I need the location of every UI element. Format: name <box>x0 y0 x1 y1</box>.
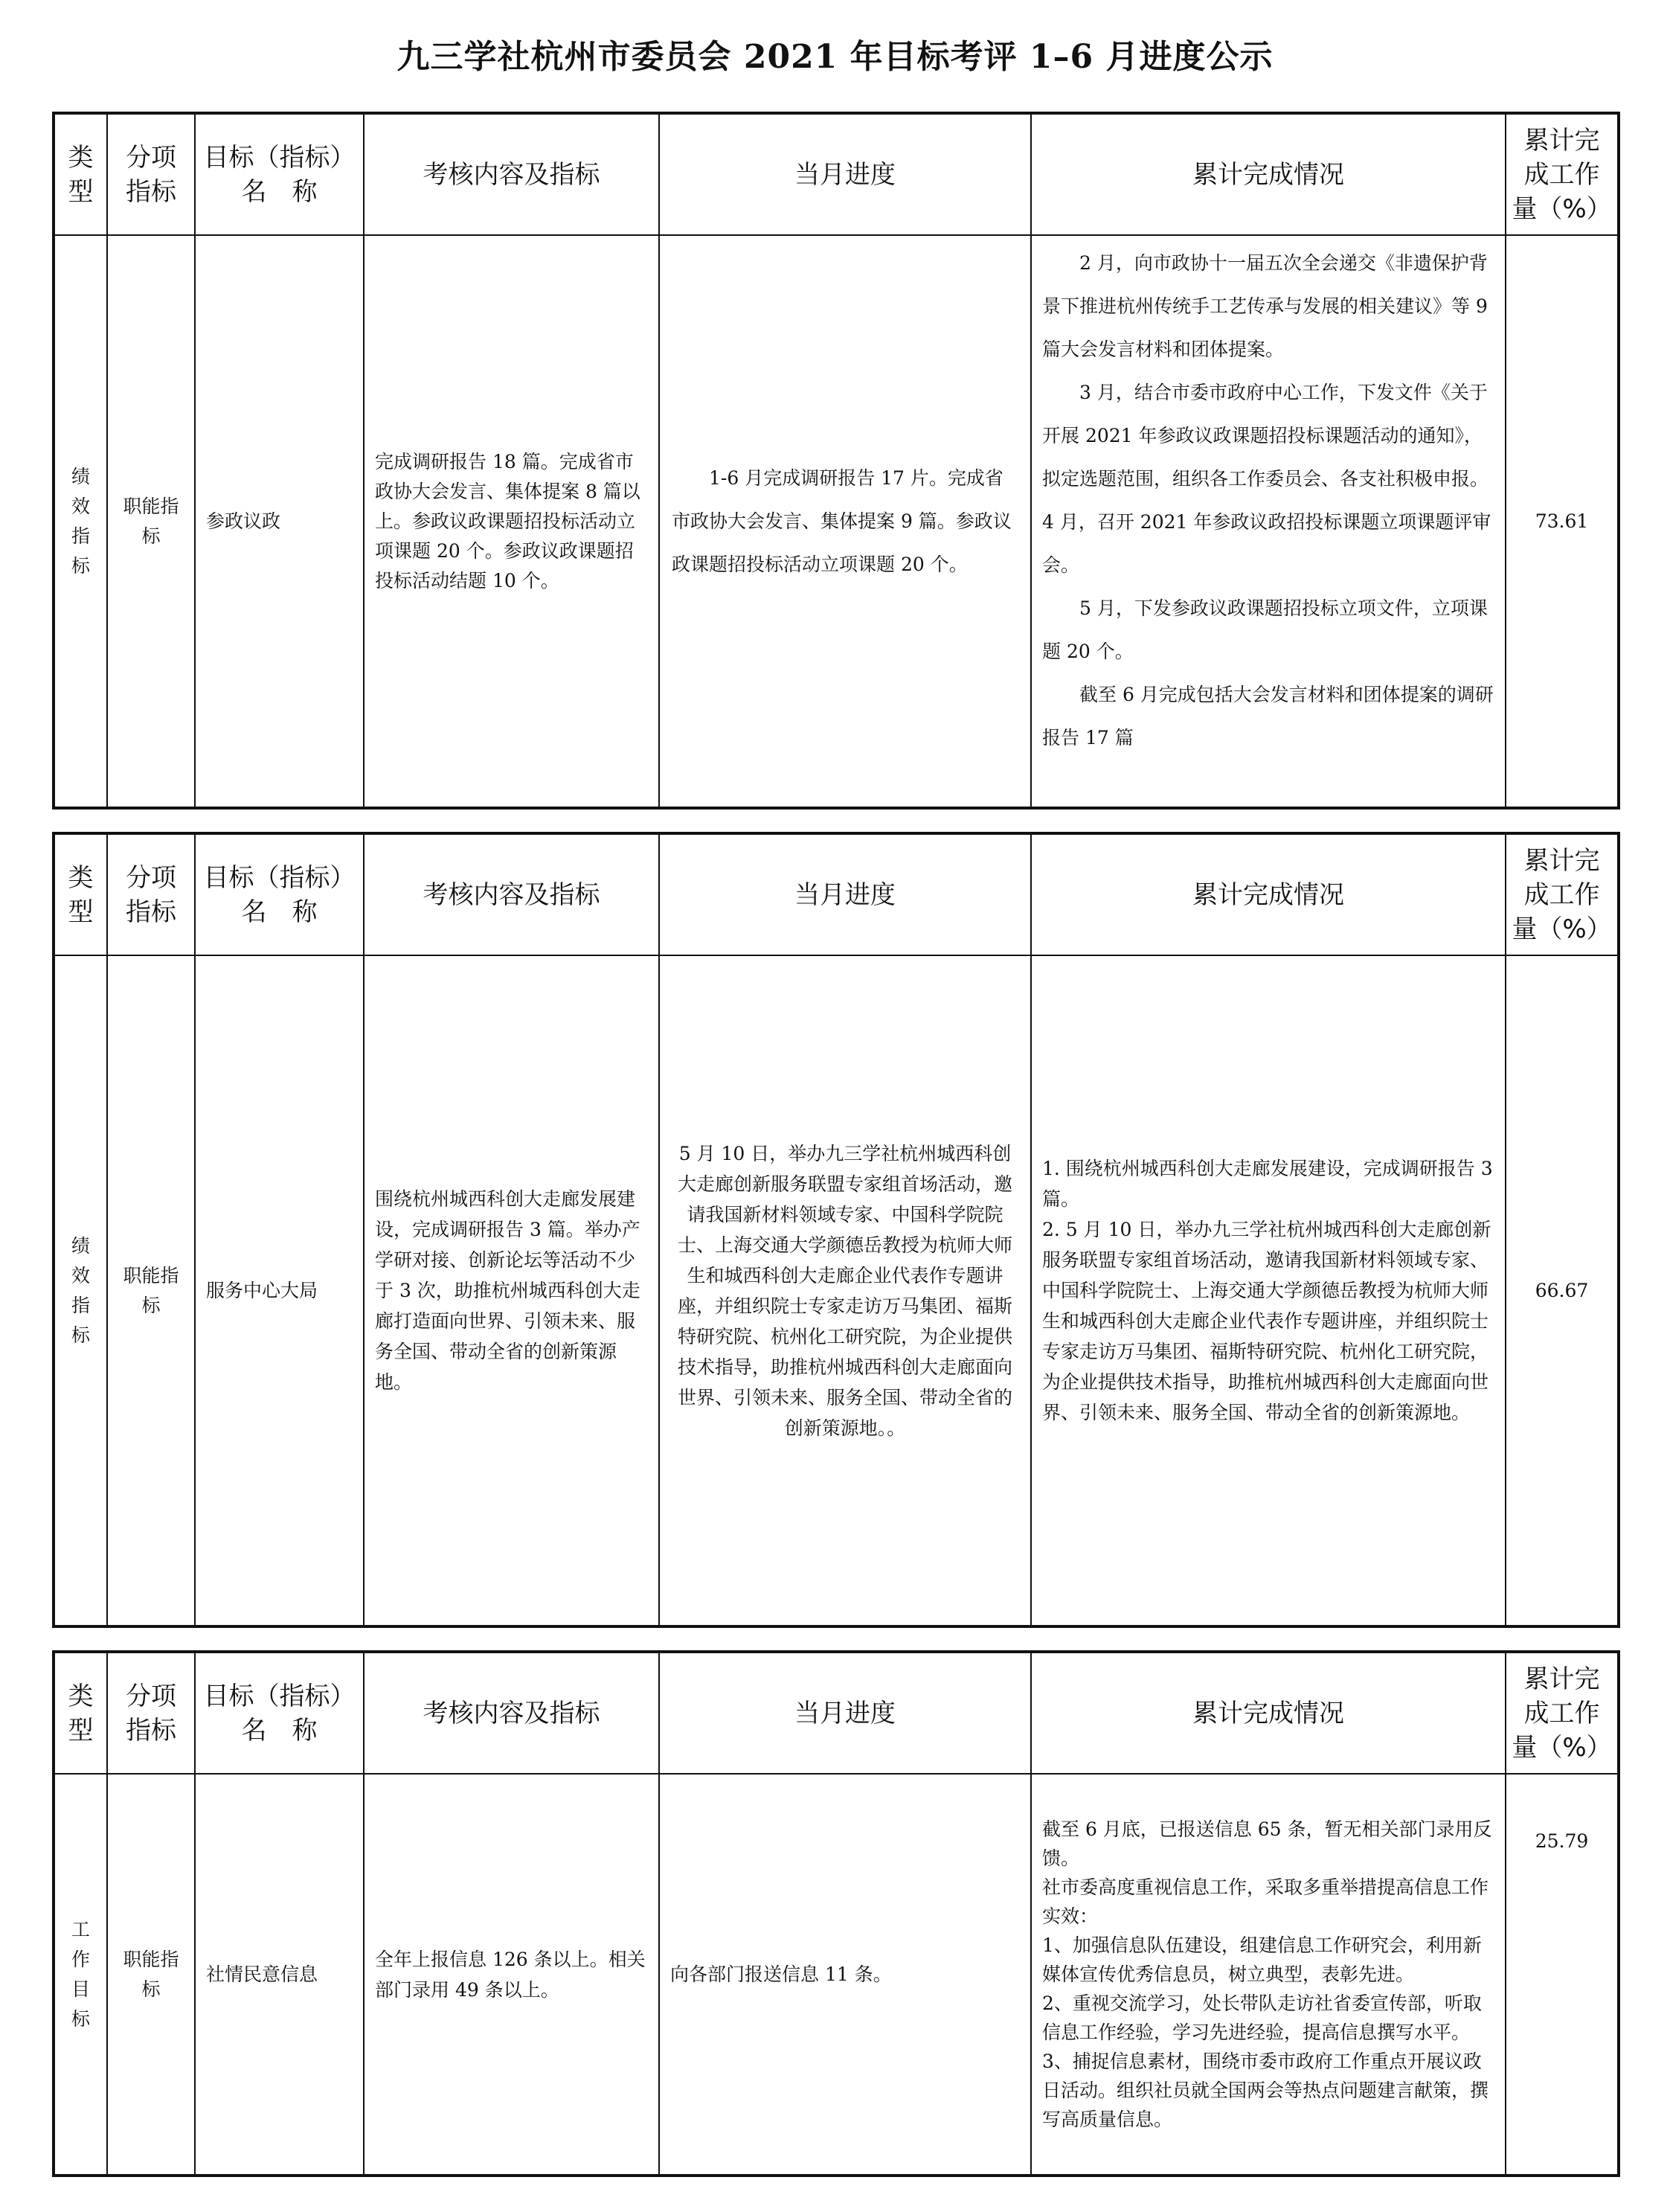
target-name-cell: 参政议政 <box>195 235 364 808</box>
type-cell: 绩 效 指 标 <box>54 235 107 808</box>
percent-cell: 66.67 <box>1506 955 1619 1626</box>
header-criteria: 考核内容及指标 <box>364 113 659 235</box>
assessment-table-3 <box>52 1650 1620 2177</box>
cumulative-cell: 截至 6 月底，已报送信息 65 条，暂无相关部门录用反馈。 社市委高度重视信息工作，采取多重举措提高信息工作实效： 1、加强信息队伍建设，组建信息工作研究会，利用新媒体宣传优秀信息员，树立典型，表彰先进。 2、重视交流学习，处长带队走访社省委宣传部，听取信息工作经验，学习先进经验，提高信息撰写水平。 3、捕捉信息素材，围绕市委市政府工作重点开展议政日活动。组织社员就全国两会等热点问题建言献策，撰写高质量信息。 <box>1031 1774 1506 2176</box>
header-cumulative: 累计完成情况 <box>1031 1652 1506 1774</box>
month-progress-cell: 向各部门报送信息 11 条。 <box>659 1774 1031 2176</box>
table-row <box>54 1774 1619 2176</box>
header-target-name: 目标（指标） 名 称 <box>195 1652 364 1774</box>
header-type: 类 型 <box>54 1652 107 1774</box>
header-month-progress: 当月进度 <box>659 1652 1031 1774</box>
sub-indicator-cell: 职能指 标 <box>107 235 195 808</box>
header-cumulative: 累计完成情况 <box>1031 113 1506 235</box>
table-header-row <box>54 113 1619 235</box>
header-percent: 累计完 成工作 量（%） <box>1506 1652 1619 1774</box>
assessment-table-1 <box>52 112 1620 810</box>
header-month-progress: 当月进度 <box>659 113 1031 235</box>
header-sub-indicator: 分项 指标 <box>107 113 195 235</box>
header-criteria: 考核内容及指标 <box>364 833 659 955</box>
header-sub-indicator: 分项 指标 <box>107 1652 195 1774</box>
month-progress-cell: 5 月 10 日，举办九三学社杭州城西科创大走廊创新服务联盟专家组首场活动，邀请我国新材料领域专家、中国科学院院士、上海交通大学颜德岳教授为杭师大师生和城西科创大走廊企业代表作专题讲座，并组织院士专家走访万马集团、福斯特研究院、杭州化工研究院，为企业提供技术指导，助推杭州城西科创大走廊面向世界、引领未来、服务全国、带动全省的创新策源地。。 <box>659 955 1031 1626</box>
header-cumulative: 累计完成情况 <box>1031 833 1506 955</box>
header-criteria: 考核内容及指标 <box>364 1652 659 1774</box>
sub-indicator-cell: 职能指 标 <box>107 955 195 1626</box>
assessment-table-2 <box>52 832 1620 1628</box>
table-row <box>54 235 1619 808</box>
header-target-name: 目标（指标） 名 称 <box>195 833 364 955</box>
cumulative-cell: 2 月，向市政协十一届五次全会递交《非遗保护背景下推进杭州传统手工艺传承与发展的相关建议》等 9 篇大会发言材料和团体提案。 3 月，结合市委市政府中心工作，下发文件《关于开展 2021 年参政议政课题招投标课题活动的通知》，拟定选题范围，组织各工作委员会、各支社积极申报。4 月，召开 2021 年参政议政招投标课题立项课题评审会。 5 月，下发参政议政课题招投标立项文件，立项课题 20 个。 截至 6 月完成包括大会发言材料和团体提案的调研报告 17 篇 <box>1031 235 1506 808</box>
header-percent: 累计完 成工作 量（%） <box>1506 113 1619 235</box>
month-progress-cell: 1-6 月完成调研报告 17 片。完成省市政协大会发言、集体提案 9 篇。参政议政课题招投标活动立项课题 20 个。 <box>659 235 1031 808</box>
table-row <box>54 955 1619 1626</box>
header-percent: 累计完 成工作 量（%） <box>1506 833 1619 955</box>
page-title: 九三学社杭州市委员会 2021 年目标考评 1–6 月进度公示 <box>396 38 1274 76</box>
table-header-row <box>54 1652 1619 1774</box>
type-cell: 绩 效 指 标 <box>54 955 107 1626</box>
header-type: 类 型 <box>54 833 107 955</box>
target-name-cell: 服务中心大局 <box>195 955 364 1626</box>
criteria-cell: 围绕杭州城西科创大走廊发展建设，完成调研报告 3 篇。举办产学研对接、创新论坛等活动不少于 3 次，助推杭州城西科创大走廊打造面向世界、引领未来、服务全国、带动全省的创新策源地。 <box>364 955 659 1626</box>
criteria-cell: 完成调研报告 18 篇。完成省市政协大会发言、集体提案 8 篇以上。参政议政课题招投标活动立项课题 20 个。参政议政课题招投标活动结题 10 个。 <box>364 235 659 808</box>
table-header-row <box>54 833 1619 955</box>
header-sub-indicator: 分项 指标 <box>107 833 195 955</box>
target-name-cell: 社情民意信息 <box>195 1774 364 2176</box>
header-type: 类 型 <box>54 113 107 235</box>
criteria-cell: 全年上报信息 126 条以上。相关部门录用 49 条以上。 <box>364 1774 659 2176</box>
percent-cell: 73.61 <box>1506 235 1619 808</box>
header-month-progress: 当月进度 <box>659 833 1031 955</box>
cumulative-cell: 1. 围绕杭州城西科创大走廊发展建设，完成调研报告 3 篇。 2. 5 月 10 日，举办九三学社杭州城西科创大走廊创新服务联盟专家组首场活动，邀请我国新材料领域专家、中国科学院院士、上海交通大学颜德岳教授为杭师大师生和城西科创大走廊企业代表作专题讲座，并组织院士专家走访万马集团、福斯特研究院、杭州化工研究院，为企业提供技术指导，助推杭州城西科创大走廊面向世界、引领未来、服务全国、带动全省的创新策源地。 <box>1031 955 1506 1626</box>
type-cell: 工 作 目 标 <box>54 1774 107 2176</box>
sub-indicator-cell: 职能指 标 <box>107 1774 195 2176</box>
percent-cell: 25.79 <box>1506 1774 1619 2176</box>
header-target-name: 目标（指标） 名 称 <box>195 113 364 235</box>
